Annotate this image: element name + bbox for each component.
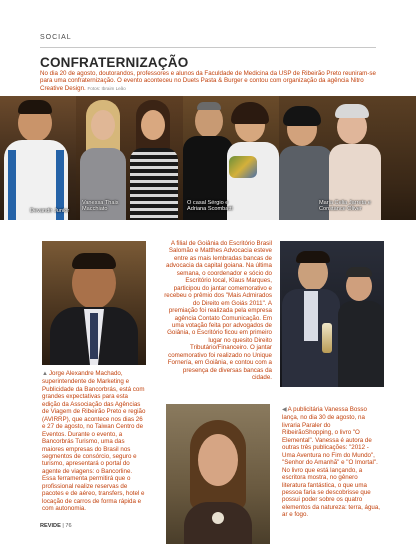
headline: CONFRATERNIZAÇÃO [40, 55, 189, 70]
photo-vanessa-bosso [166, 404, 270, 544]
footer-separator: | [62, 523, 66, 529]
triangle-left-icon: ◀ [282, 407, 287, 413]
photo-credit: Fotos: Ibraim Leão [87, 85, 126, 91]
book-launch-article [282, 406, 382, 519]
photo-maria-constance [279, 96, 416, 220]
caption-maria-constance: Maria Celia Jarreta e Constance Oliver [319, 200, 371, 213]
page-number: 76 [65, 523, 72, 529]
bancorbras-text: Jorge Alexandre Machado, superintendente de Marketing e Publicidade da Bancorbrás, está com grandes expectativas para esta edição da Associação das Agências de Viagem de Ribeirão Preto e região (AVIRRP), que acontece nos dias 26 e 27 de agosto, no Taiwan Centro de Eventos. Durante o evento, a Bancorbrás Turismo, uma das maiores empresas do Brasil nos segmentos de consórcio, seguro e turismo, apresentará o portal do agente de viagens: o Bancorline. Essa ferramenta permitirá que o profissional realize reservas de pacotes e de aéreo, transfers, hotel e locação de carros de forma rápida e com autonomia. [42, 370, 146, 513]
law-firm-article: A filial de Goiânia do Escritório Brasil Salomão e Matthes Advocacia esteve entre as mais lembradas bancas de advocacia da capital goiana. Na última semana, o coordenador e sócio do Escritório local, Klaus Marques, participou do jantar comemorativo e recebeu o prêmio dos "Mais Admirados do Direito em Goiás 2011". A premiação foi realizada pela empresa agência Contato Comunicação. Em uma votação feita por advogados de Goiânia, o Escritório ficou em primeiro lugar no quesito Direito Tributário/Financeiro. O jantar comemorativo foi realizado no Unique Fornería, em Goiânia, e contou com a presença de diversas bancas da cidade. [164, 240, 272, 382]
section-label: SOCIAL [40, 34, 72, 41]
caption-devandir: Devandir Junior [30, 208, 70, 214]
photo-jorge-machado [42, 241, 146, 365]
book-launch-text: A publicitária Vanessa Bosso lança, no dia 30 de agosto, na livraria Paraler do RibeirãoShopping, o livro "O Elemental". Vanessa é autora de outras três publicações: "2012 - Uma Aventura no Fim do Mundo", "Senhor do Amanhã" e "O Imortal". No livro que está lançando, a escritora mostra, no gênero literatura fantástica, o que uma pessoa faria se descobrisse que possui poder sobre os quatro elementos da natureza: terra, água, ar e fogo. [282, 406, 381, 519]
intro-paragraph [40, 70, 376, 92]
photo-sergio-adriana [183, 96, 279, 220]
magazine-name: REVIDE [40, 523, 61, 529]
intro-text: No dia 20 de agosto, doutorandos, professores e alunos da Faculdade de Medicina da USP de Ribeirão Preto reuniram-se para uma confraternização. O evento aconteceu no Duets Pasta & Burger e contou com organização da agência Nitro Creative Design. [40, 70, 376, 92]
photo-strip [0, 96, 416, 220]
caption-vanessa-thais: Vanessa Thais Macchiato [82, 200, 119, 213]
caption-sergio-adriana: O casal Sérgio e Adriana Scombatti [187, 200, 233, 213]
triangle-up-icon: ▲ [42, 371, 48, 377]
bancorbras-article [42, 370, 146, 513]
photo-award [280, 241, 384, 387]
photo-devandir [0, 96, 76, 220]
photo-vanessa-thais [76, 96, 183, 220]
page-footer [40, 523, 72, 529]
section-rule [40, 47, 376, 48]
